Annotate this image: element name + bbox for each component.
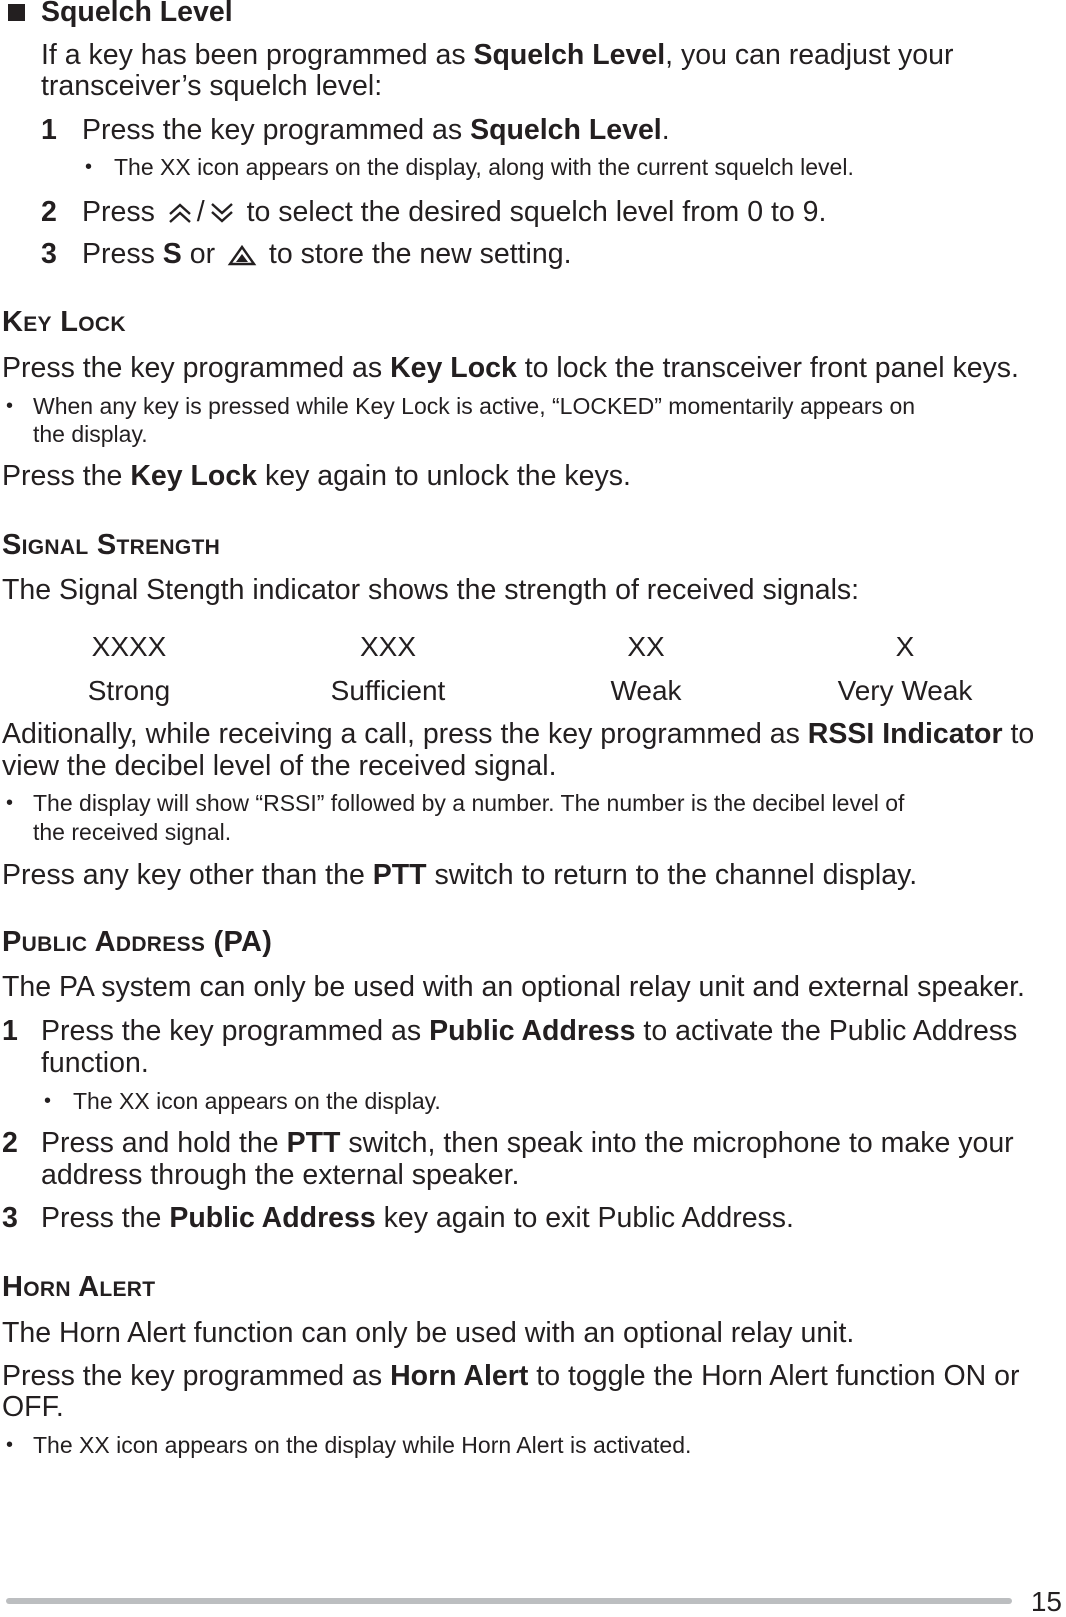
signal-level-icon: XXX: [359, 631, 417, 662]
heading-square-icon: [8, 4, 25, 21]
bullet: •: [6, 1434, 14, 1456]
step-number: 2: [2, 1127, 18, 1159]
keylock-note-line1: When any key is pressed while Key Lock is active, “LOCKED” momentarily appears on: [33, 393, 916, 419]
pa-step1-line1: Press the key programmed as Public Address to activate the Public Address: [41, 1015, 1018, 1047]
signal-level-label: Weak: [610, 675, 682, 706]
horn-para2-line2: OFF.: [2, 1391, 64, 1423]
signal-para2-line1: Aditionally, while receiving a call, press the key programmed as RSSI Indicator to: [2, 718, 1035, 750]
signal-level-icon: XXXX: [91, 631, 167, 662]
squelch-heading: Squelch Level: [41, 0, 233, 28]
horn-para2-line1: Press the key programmed as Horn Alert to toggle the Horn Alert function ON or: [2, 1360, 1020, 1392]
signal-level-icon: XX: [627, 631, 665, 662]
step-number: 3: [41, 238, 57, 270]
squelch-intro-line1: If a key has been programmed as Squelch Level, you can readjust your: [41, 39, 954, 71]
footer-rule: [6, 1597, 1012, 1605]
up-key-icon: [167, 202, 193, 224]
key-separator: /: [196, 196, 205, 228]
step-number: 1: [2, 1015, 18, 1047]
signal-level-label: Very Weak: [837, 675, 973, 706]
step-number: 2: [41, 196, 57, 228]
signal-intro: The Signal Stength indicator shows the strength of received signals:: [2, 574, 860, 606]
squelch-step2: Press / to select the desired squelch level from 0 to 9.: [82, 196, 827, 228]
pa-step1-note: The XX icon appears on the display.: [73, 1088, 441, 1114]
page-number: 15: [1030, 1586, 1062, 1617]
signal-heading: SIGNAL STRENGTH: [2, 529, 221, 561]
keylock-heading: KEY LOCK: [2, 306, 126, 338]
scan-key-icon: [227, 244, 257, 266]
step-number: 3: [2, 1202, 18, 1234]
horn-heading: HORN ALERT: [2, 1271, 156, 1303]
squelch-step1-note: The XX icon appears on the display, along with the current squelch level.: [114, 154, 854, 180]
pa-intro: The PA system can only be used with an optional relay unit and external speaker.: [2, 971, 1025, 1003]
signal-level-label: Strong: [87, 675, 171, 706]
horn-para1: The Horn Alert function can only be used with an optional relay unit.: [2, 1317, 855, 1349]
pa-heading: PUBLIC ADDRESS (PA): [2, 926, 273, 958]
down-key-icon: [209, 202, 235, 224]
bullet: •: [6, 395, 14, 417]
pa-step2-line2: address through the external speaker.: [41, 1159, 520, 1191]
bullet: •: [85, 156, 93, 178]
signal-level-label: Sufficient: [330, 675, 446, 706]
bullet: •: [44, 1090, 52, 1112]
step-number: 1: [41, 114, 57, 146]
signal-para2-line2: view the decibel level of the received signal.: [2, 750, 557, 782]
squelch-intro-line2: transceiver’s squelch level:: [41, 70, 383, 102]
signal-note-line1: The display will show “RSSI” followed by a number. The number is the decibel level of: [33, 790, 905, 816]
signal-note-line2: the received signal.: [33, 819, 232, 845]
keylock-para1: Press the key programmed as Key Lock to lock the transceiver front panel keys.: [2, 352, 1019, 384]
keylock-note-line2: the display.: [33, 421, 148, 447]
bullet: •: [6, 792, 14, 814]
signal-level-icon: X: [895, 631, 915, 662]
keylock-para2: Press the Key Lock key again to unlock the keys.: [2, 460, 631, 492]
pa-step2-line1: Press and hold the PTT switch, then speak into the microphone to make your: [41, 1127, 1014, 1159]
signal-para3: Press any key other than the PTT switch to return to the channel display.: [2, 859, 918, 891]
pa-step1-line2: function.: [41, 1047, 149, 1079]
squelch-step3: Press S or to store the new setting.: [82, 238, 572, 270]
horn-note: The XX icon appears on the display while Horn Alert is activated.: [33, 1432, 692, 1458]
squelch-step1: Press the key programmed as Squelch Level.: [82, 114, 670, 146]
pa-step3: Press the Public Address key again to exit Public Address.: [41, 1202, 794, 1234]
